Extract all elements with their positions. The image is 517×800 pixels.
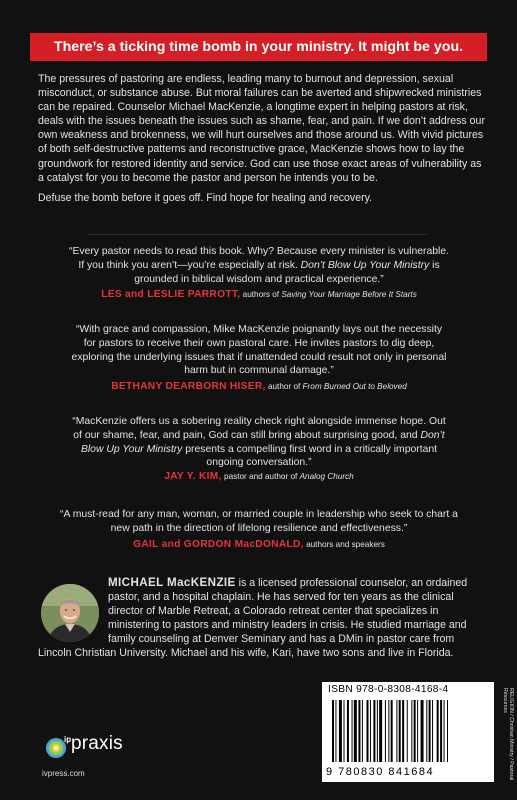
endorsement-quote xyxy=(70,323,448,393)
barcode-bar xyxy=(367,700,369,762)
endorser-role: authors and speakers xyxy=(306,539,385,549)
barcode-digits: 9 780830 841684 xyxy=(326,766,435,778)
quote-text: “A must-read for any man, woman, or married couple in leadership who seek to chart a new path in the direction of lifelong resilience and effectiveness.” xyxy=(60,509,458,534)
barcode-bar xyxy=(437,700,439,762)
barcode-bar xyxy=(344,700,345,762)
barcode-bar xyxy=(352,700,353,762)
book-title: Don’t Blow Up Your Ministry xyxy=(300,259,430,271)
endorser-name: BETHANY DEARBORN HISER, xyxy=(111,381,266,393)
endorsement-quote xyxy=(70,415,448,483)
quote-text: “Every pastor needs to read this book. Why? Because every minister is vulnerable. If you think you aren’t—you’re especially at risk. Don’t Blow Up Your Ministry is grounded in biblical wisdom and practical experience.” xyxy=(68,246,449,285)
barcode-bar xyxy=(354,700,357,762)
quote-text: “MacKenzie offers us a sobering reality check right alongside immense hope. Out of our shame, fear, and pain, God can still bring about surprising good, and Don’t Blow Up Your Ministry presents a compelling first word in a critically important ongoing conversation.” xyxy=(72,416,446,469)
endorser-name: LES and LESLIE PARROTT, xyxy=(101,289,241,301)
isbn-number: ISBN 978-0-8308-4168-4 xyxy=(328,684,449,695)
barcode-bar xyxy=(440,700,442,762)
description-tagline: Defuse the bomb before it goes off. Find hope for healing and recovery. xyxy=(38,191,373,204)
author-bio-text: is a licensed professional counselor, an ordained pastor, and a hospital chaplain. He has served for ten years as the clinical director of Marble Retreat, a Colorado retreat center that specializes in ministering to pastors and ministry leaders in crisis. He studied marriage and family counseling at Denver Seminary and has a DMin in pastor care from Lincoln Christian University. Michael and his wife, Kari, have two sons and live in Florida. xyxy=(38,577,468,660)
barcode-bar xyxy=(407,700,408,762)
barcode-bar xyxy=(414,700,416,762)
barcode-bar xyxy=(339,700,342,762)
category-label: RELIGION / Christian Ministry / Pastoral Resources xyxy=(501,688,514,781)
quote-text: “With grace and compassion, Mike MacKenzie poignantly lays out the necessity for pastors to receive their own pastoral care. He invites pastors to dig deep, exploring the underlying issues that if unattended could result not only in personal harm but in communal damage.” xyxy=(71,324,447,377)
headline-banner: There’s a ticking time bomb in your ministry. It might be you. xyxy=(30,33,487,61)
barcode-bar xyxy=(402,700,404,762)
barcode-bar xyxy=(426,700,427,762)
endorser-role: authors of Saving Your Marriage Before It Starts xyxy=(242,290,417,300)
barcode-bar xyxy=(347,700,349,762)
barcode-bar xyxy=(417,700,418,762)
quote-attribution xyxy=(54,538,464,551)
publisher-wordmark: praxis xyxy=(71,733,123,754)
barcode-bar xyxy=(335,700,336,762)
description-paragraph: The pressures of pastoring are endless, leading many to burnout and depression, sexual misconduct, or substance abuse. But moral failures can be averted and shipwrecked ministries can be repaired. Counselor Michael MacKenzie, a longtime expert in helping pastors at risk, deals with the issues beneath the issues such as shame, fear, and pain. If we don’t address our own weakness and brokenness, we will hurt ourselves and those around us. With vivid pictures of both self-destructive patterns and reconstructive grace, MacKenzie shows how to lay the groundwork for restored identity and service. God can use those exact areas of vulnerability as a catalyst for you to become the pastor and person he intends you to be. xyxy=(38,73,485,184)
endorser-role: author of From Burned Out to Beloved xyxy=(267,382,407,392)
barcode-bar xyxy=(385,700,386,762)
endorsement-quote xyxy=(54,508,464,551)
endorser-name: GAIL and GORDON MacDONALD, xyxy=(133,538,304,550)
barcode-bar xyxy=(447,700,448,762)
quote-attribution xyxy=(70,380,448,393)
barcode-bar xyxy=(332,700,334,762)
barcode-bars xyxy=(328,700,488,764)
quote-attribution xyxy=(70,470,448,483)
barcode-bar xyxy=(396,700,397,762)
barcode-bar xyxy=(411,700,412,762)
quote-attribution xyxy=(68,288,450,301)
barcode-bar xyxy=(388,700,389,762)
book-title: Don’t Blow Up Your Ministry xyxy=(80,429,445,455)
imprint-prefix: ip xyxy=(64,735,72,744)
barcode-bar xyxy=(391,700,393,762)
author-name: MICHAEL MacKENZIE xyxy=(108,576,236,589)
book-description xyxy=(38,72,486,211)
barcode-bar xyxy=(362,700,363,762)
barcode-bar xyxy=(444,700,445,762)
barcode-bar xyxy=(429,700,431,762)
isbn-barcode xyxy=(322,682,494,782)
barcode-bar xyxy=(377,700,378,762)
publisher-website: ivpress.com xyxy=(42,769,85,778)
endorsement-quote xyxy=(68,245,450,301)
barcode-bar xyxy=(399,700,401,762)
barcode-bar xyxy=(379,700,382,762)
endorser-name: JAY Y. KIM, xyxy=(164,471,222,483)
barcode-bar xyxy=(373,700,375,762)
author-bio xyxy=(38,576,490,661)
barcode-bar xyxy=(370,700,371,762)
endorser-role: pastor and author of Analog Church xyxy=(224,472,354,482)
barcode-bar xyxy=(358,700,360,762)
barcode-bar xyxy=(432,700,433,762)
divider xyxy=(88,234,428,235)
barcode-bar xyxy=(421,700,424,762)
